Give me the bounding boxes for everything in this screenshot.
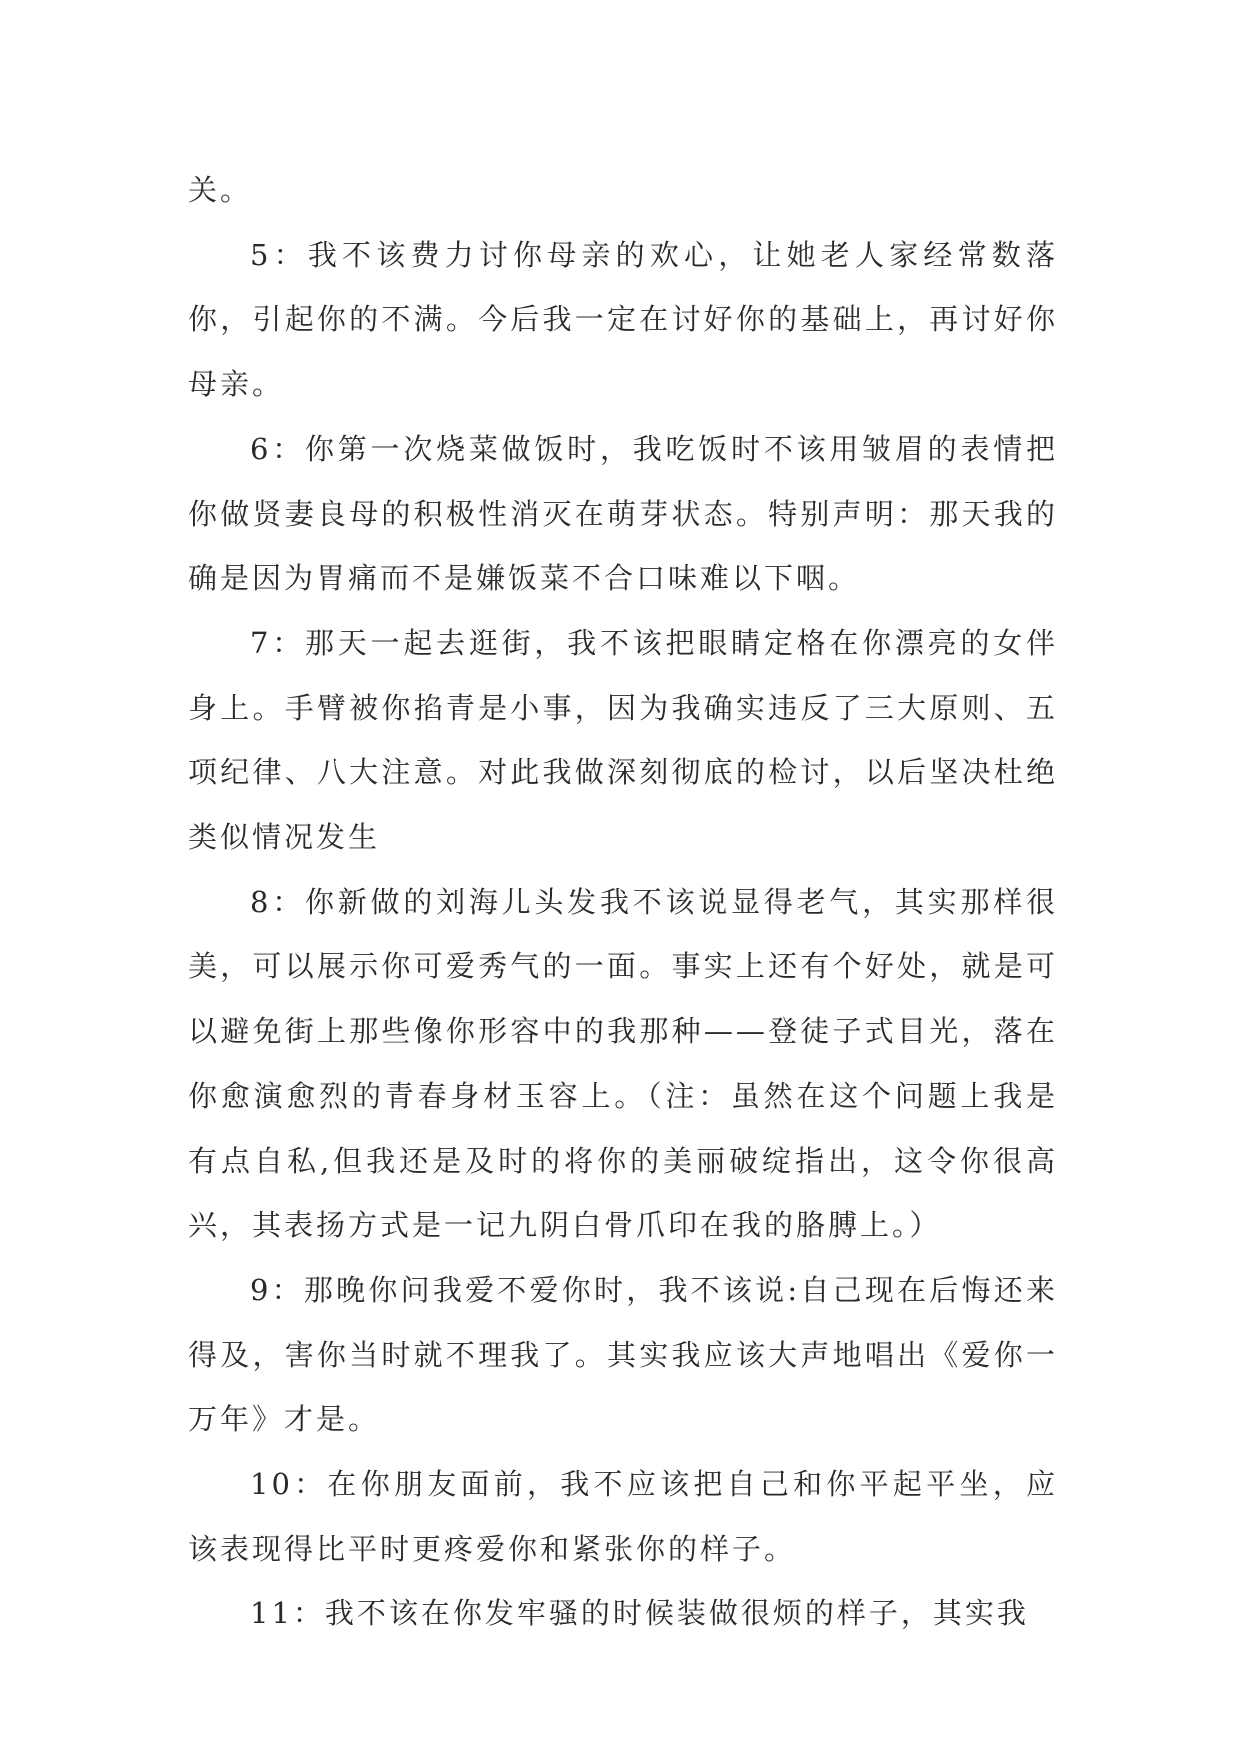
document-page [188,158,1058,1646]
paragraph-item-5: 5：我不该费力讨你母亲的欢心，让她老人家经常数落你，引起你的不满。今后我一定在讨好你的基础上，再讨好你母亲。 [188,237,1058,402]
paragraph-item-8: 8：你新做的刘海儿头发我不该说显得老气，其实那样很美，可以展示你可爱秀气的一面。事实上还有个好处，就是可以避免街上那些像你形容中的我那种——登徒子式目光，落在你愈演愈烈的青春身材玉容上。（注：虽然在这个问题上我是有点自私,但我还是及时的将你的美丽破绽指出，这令你很高兴，其表扬方式是一记九阴白骨爪印在我的胳膊上。） [188,884,1058,1243]
paragraph-item-11: 11：我不该在你发牢骚的时候装做很烦的样子，其实我 [250,1596,1029,1631]
paragraph-continuation: 关。 [188,173,253,207]
paragraph-item-6: 6：你第一次烧菜做饭时，我吃饭时不该用皱眉的表情把你做贤妻良母的积极性消灭在萌芽状态。特别声明：那天我的确是因为胃痛而不是嫌饭菜不合口味难以下咽。 [188,431,1058,596]
paragraph-item-7: 7：那天一起去逛街，我不该把眼睛定格在你漂亮的女伴身上。手臂被你掐青是小事，因为我确实违反了三大原则、五项纪律、八大注意。对此我做深刻彻底的检讨，以后坚决杜绝类似情况发生 [188,625,1058,855]
paragraph-item-9: 9：那晚你问我爱不爱你时，我不该说:自己现在后悔还来得及，害你当时就不理我了。其实我应该大声地唱出《爱你一万年》才是。 [188,1272,1058,1437]
paragraph-item-10: 10：在你朋友面前，我不应该把自己和你平起平坐，应该表现得比平时更疼爱你和紧张你的样子。 [188,1467,1058,1566]
